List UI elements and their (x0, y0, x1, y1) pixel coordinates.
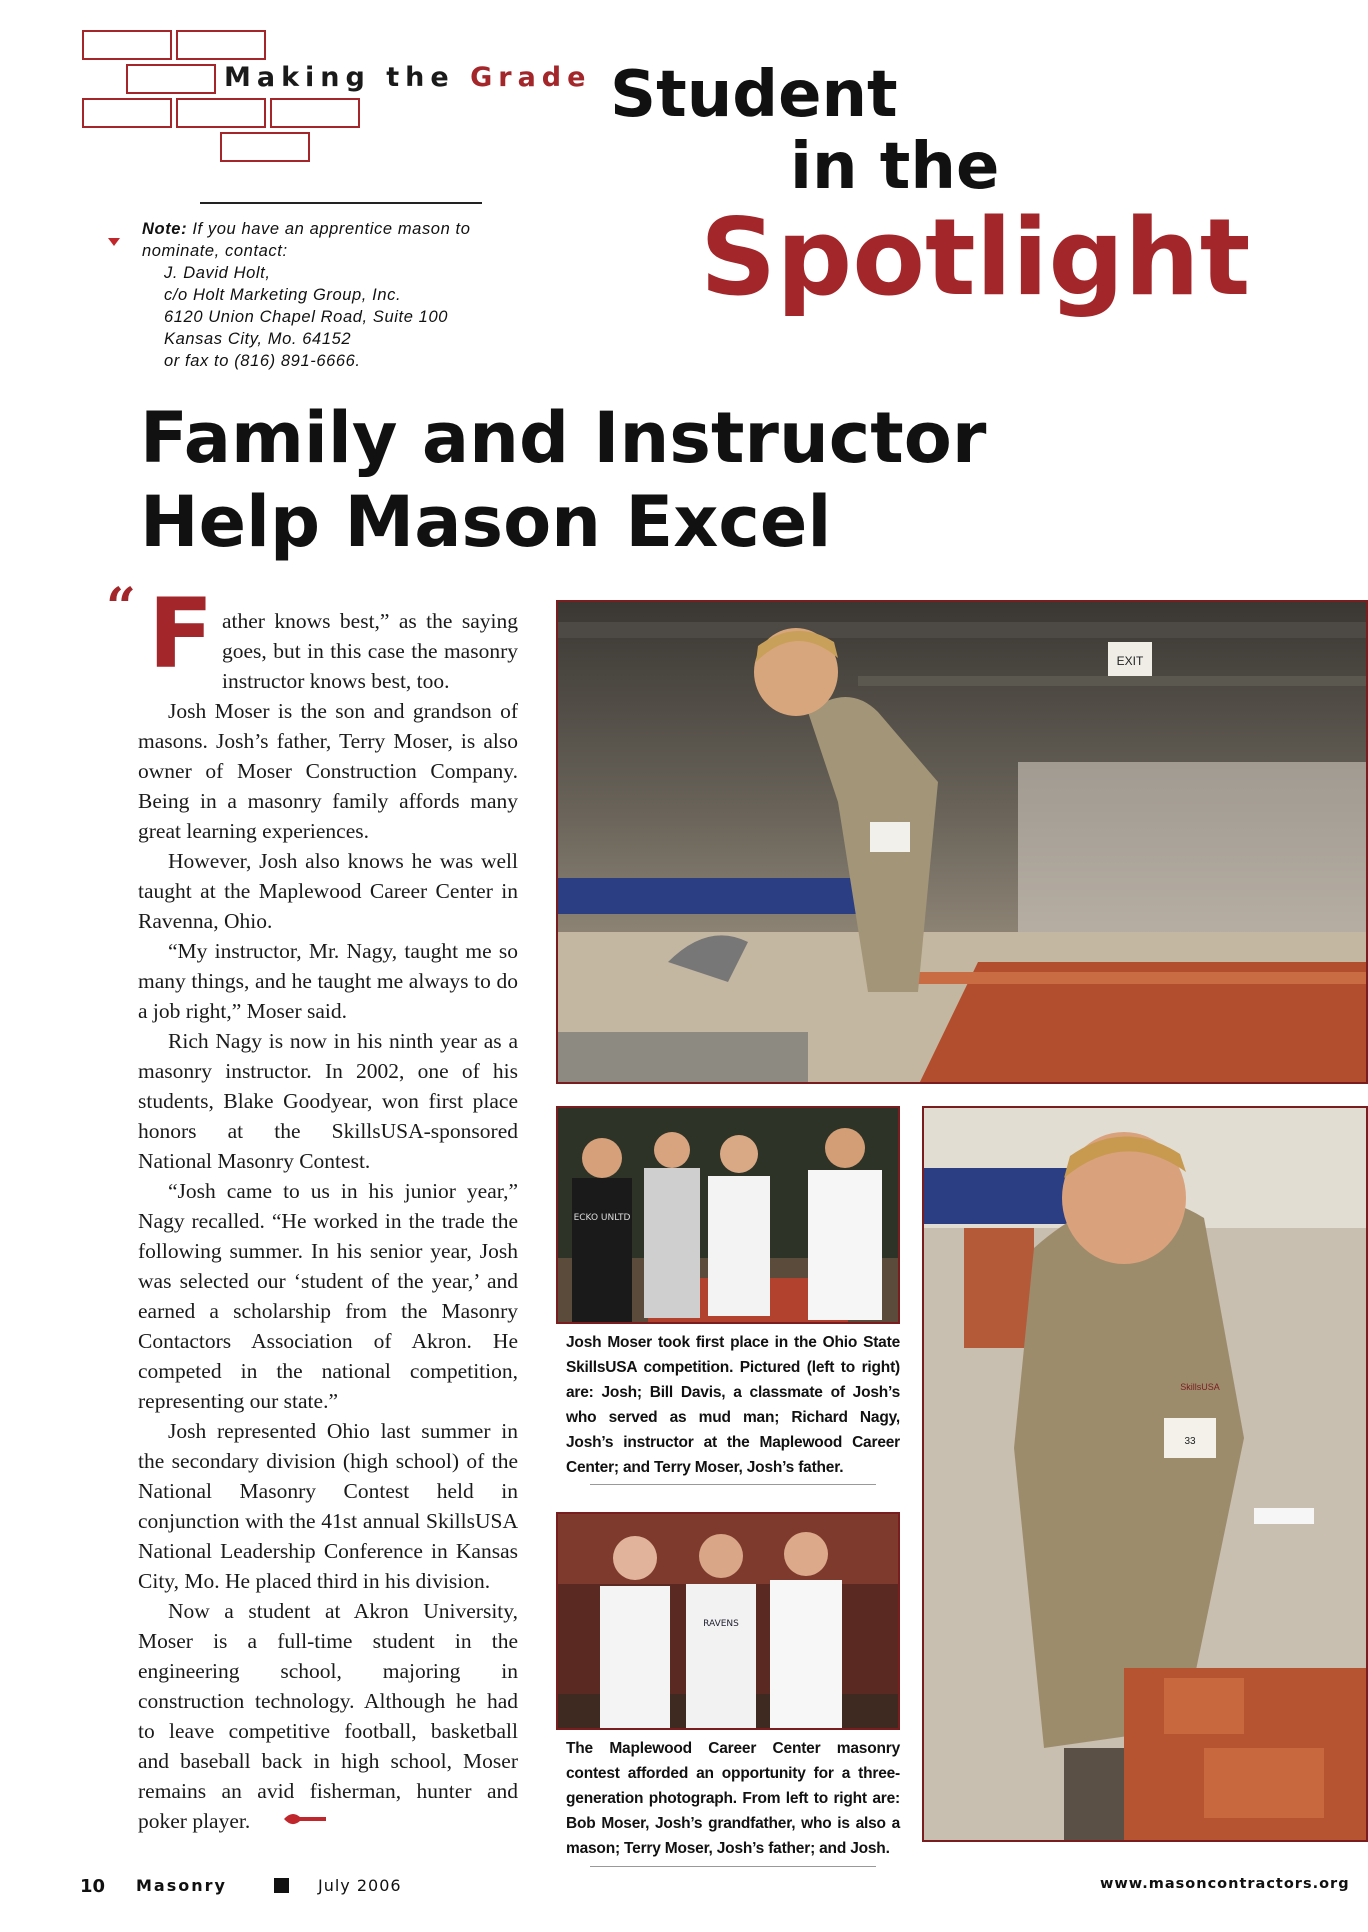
three-generations-illustration (558, 1514, 900, 1730)
website-url: www.masoncontractors.org (1100, 1876, 1350, 1892)
note-rule (200, 202, 482, 204)
article-paragraph: Josh represented Ohio last summer in the secondary division (high school) of the National Masonry Contest held in conjunction with the 41st annual SkillsUSA National Leadership Conference in Kansas City, Mo. He placed third in his division. (138, 1419, 518, 1593)
section-kicker: Making the Grade (224, 62, 592, 93)
headline-in-the: in the (790, 130, 1000, 204)
caption-rule (590, 1866, 876, 1867)
magazine-name: Masonry (136, 1876, 227, 1895)
article-paragraph: Rich Nagy is now in his ninth year as a masonry instructor. In 2002, one of his students, Blake Goodyear, won first place honors at the SkillsUSA-sponsored National Masonry Contest. (138, 1029, 518, 1173)
family-photo (556, 1512, 900, 1730)
note-marker-icon (108, 238, 120, 246)
article-paragraph: “Josh came to us in his junior year,” Nagy recalled. “He worked in the trade the following summer. In his senior year, Josh was selected our ‘student of the year,’ and earned a scholarship from the Masonry Contactors Association of Akron. He competed in the national competition, representing our state.” (138, 1179, 518, 1413)
article-body (138, 696, 518, 1836)
ecko-shirt-text: ECKO UNLTD (573, 1213, 631, 1223)
nomination-note: Note: If you have an apprentice mason to nominate, contact: J. David Holt, c/o Holt Marketing Group, Inc. 6120 Union Chapel Road, Suite 100 Kansas City, Mo. 64152 or fax to (816) 891-6666. (142, 218, 542, 372)
page-number: 10 (80, 1876, 106, 1897)
article-lead: ather knows best,” as the saying goes, but in this case the masonry instructor knows best, too. (222, 609, 518, 693)
note-line: J. David Holt, (164, 264, 271, 282)
drop-cap: F (148, 578, 214, 690)
mason-laying-brick-illustration (924, 1108, 1368, 1842)
mason-at-work-illustration (558, 602, 1368, 1084)
mason-closeup-photo (922, 1106, 1368, 1842)
note-line: or fax to (816) 891-6666. (164, 352, 361, 370)
footer-square-icon (274, 1878, 289, 1893)
group-of-four-illustration (558, 1108, 900, 1324)
article-title: Family and Instructor Help Mason Excel (140, 397, 987, 563)
headline-student: Student (610, 58, 898, 132)
group-photo (556, 1106, 900, 1324)
note-line: c/o Holt Marketing Group, Inc. (164, 286, 402, 304)
note-line: 6120 Union Chapel Road, Suite 100 (164, 308, 448, 326)
article-paragraph: However, Josh also knows he was well taught at the Maplewood Career Center in Ravenna, Ohio. (138, 849, 518, 933)
family-photo-caption: The Maplewood Career Center masonry contest afforded an opportunity for a three-generation photograph. From left to right are: Bob Moser, Josh’s grandfather, who is also a mason; Terry Moser, Josh’s father; and Josh. (566, 1740, 900, 1857)
article-paragraph: Josh Moser is the son and grandson of masons. Josh’s father, Terry Moser, is also owner of Moser Construction Company. Being in a masonry family affords many great learning experiences. (138, 699, 518, 843)
brick-logo (80, 28, 380, 164)
article-paragraph: Now a student at Akron University, Moser is a full-time student in the engineering school, majoring in construction technology. Although he had to leave competitive football, basketball and baseball back in high school, Moser remains an avid fisherman, hunter and poker player. (138, 1599, 518, 1833)
end-of-article-icon (282, 1810, 328, 1828)
group-photo-caption: Josh Moser took first place in the Ohio State SkillsUSA competition. Pictured (left to right) are: Josh; Bill Davis, a classmate of Josh’s who served as mud man; Richard Nagy, Josh’s instructor at the Maplewood Career Center; and Terry Moser, Josh’s father. (566, 1334, 900, 1476)
exit-sign: EXIT (1116, 654, 1144, 668)
article-paragraph: “My instructor, Mr. Nagy, taught me so many things, and he taught me always to do a job right,” Moser said. (138, 939, 518, 1023)
opening-quote-mark: “ (106, 577, 136, 638)
caption-rule (590, 1484, 876, 1485)
main-photo (556, 600, 1368, 1084)
ravens-shirt-text: RAVENS (703, 1619, 739, 1629)
headline-spotlight: Spotlight (700, 196, 1251, 319)
note-line: Kansas City, Mo. 64152 (164, 330, 352, 348)
skillsusa-patch: SkillsUSA (1180, 1382, 1220, 1392)
issue-date: July 2006 (318, 1876, 402, 1895)
contestant-number: 33 (1184, 1436, 1196, 1447)
